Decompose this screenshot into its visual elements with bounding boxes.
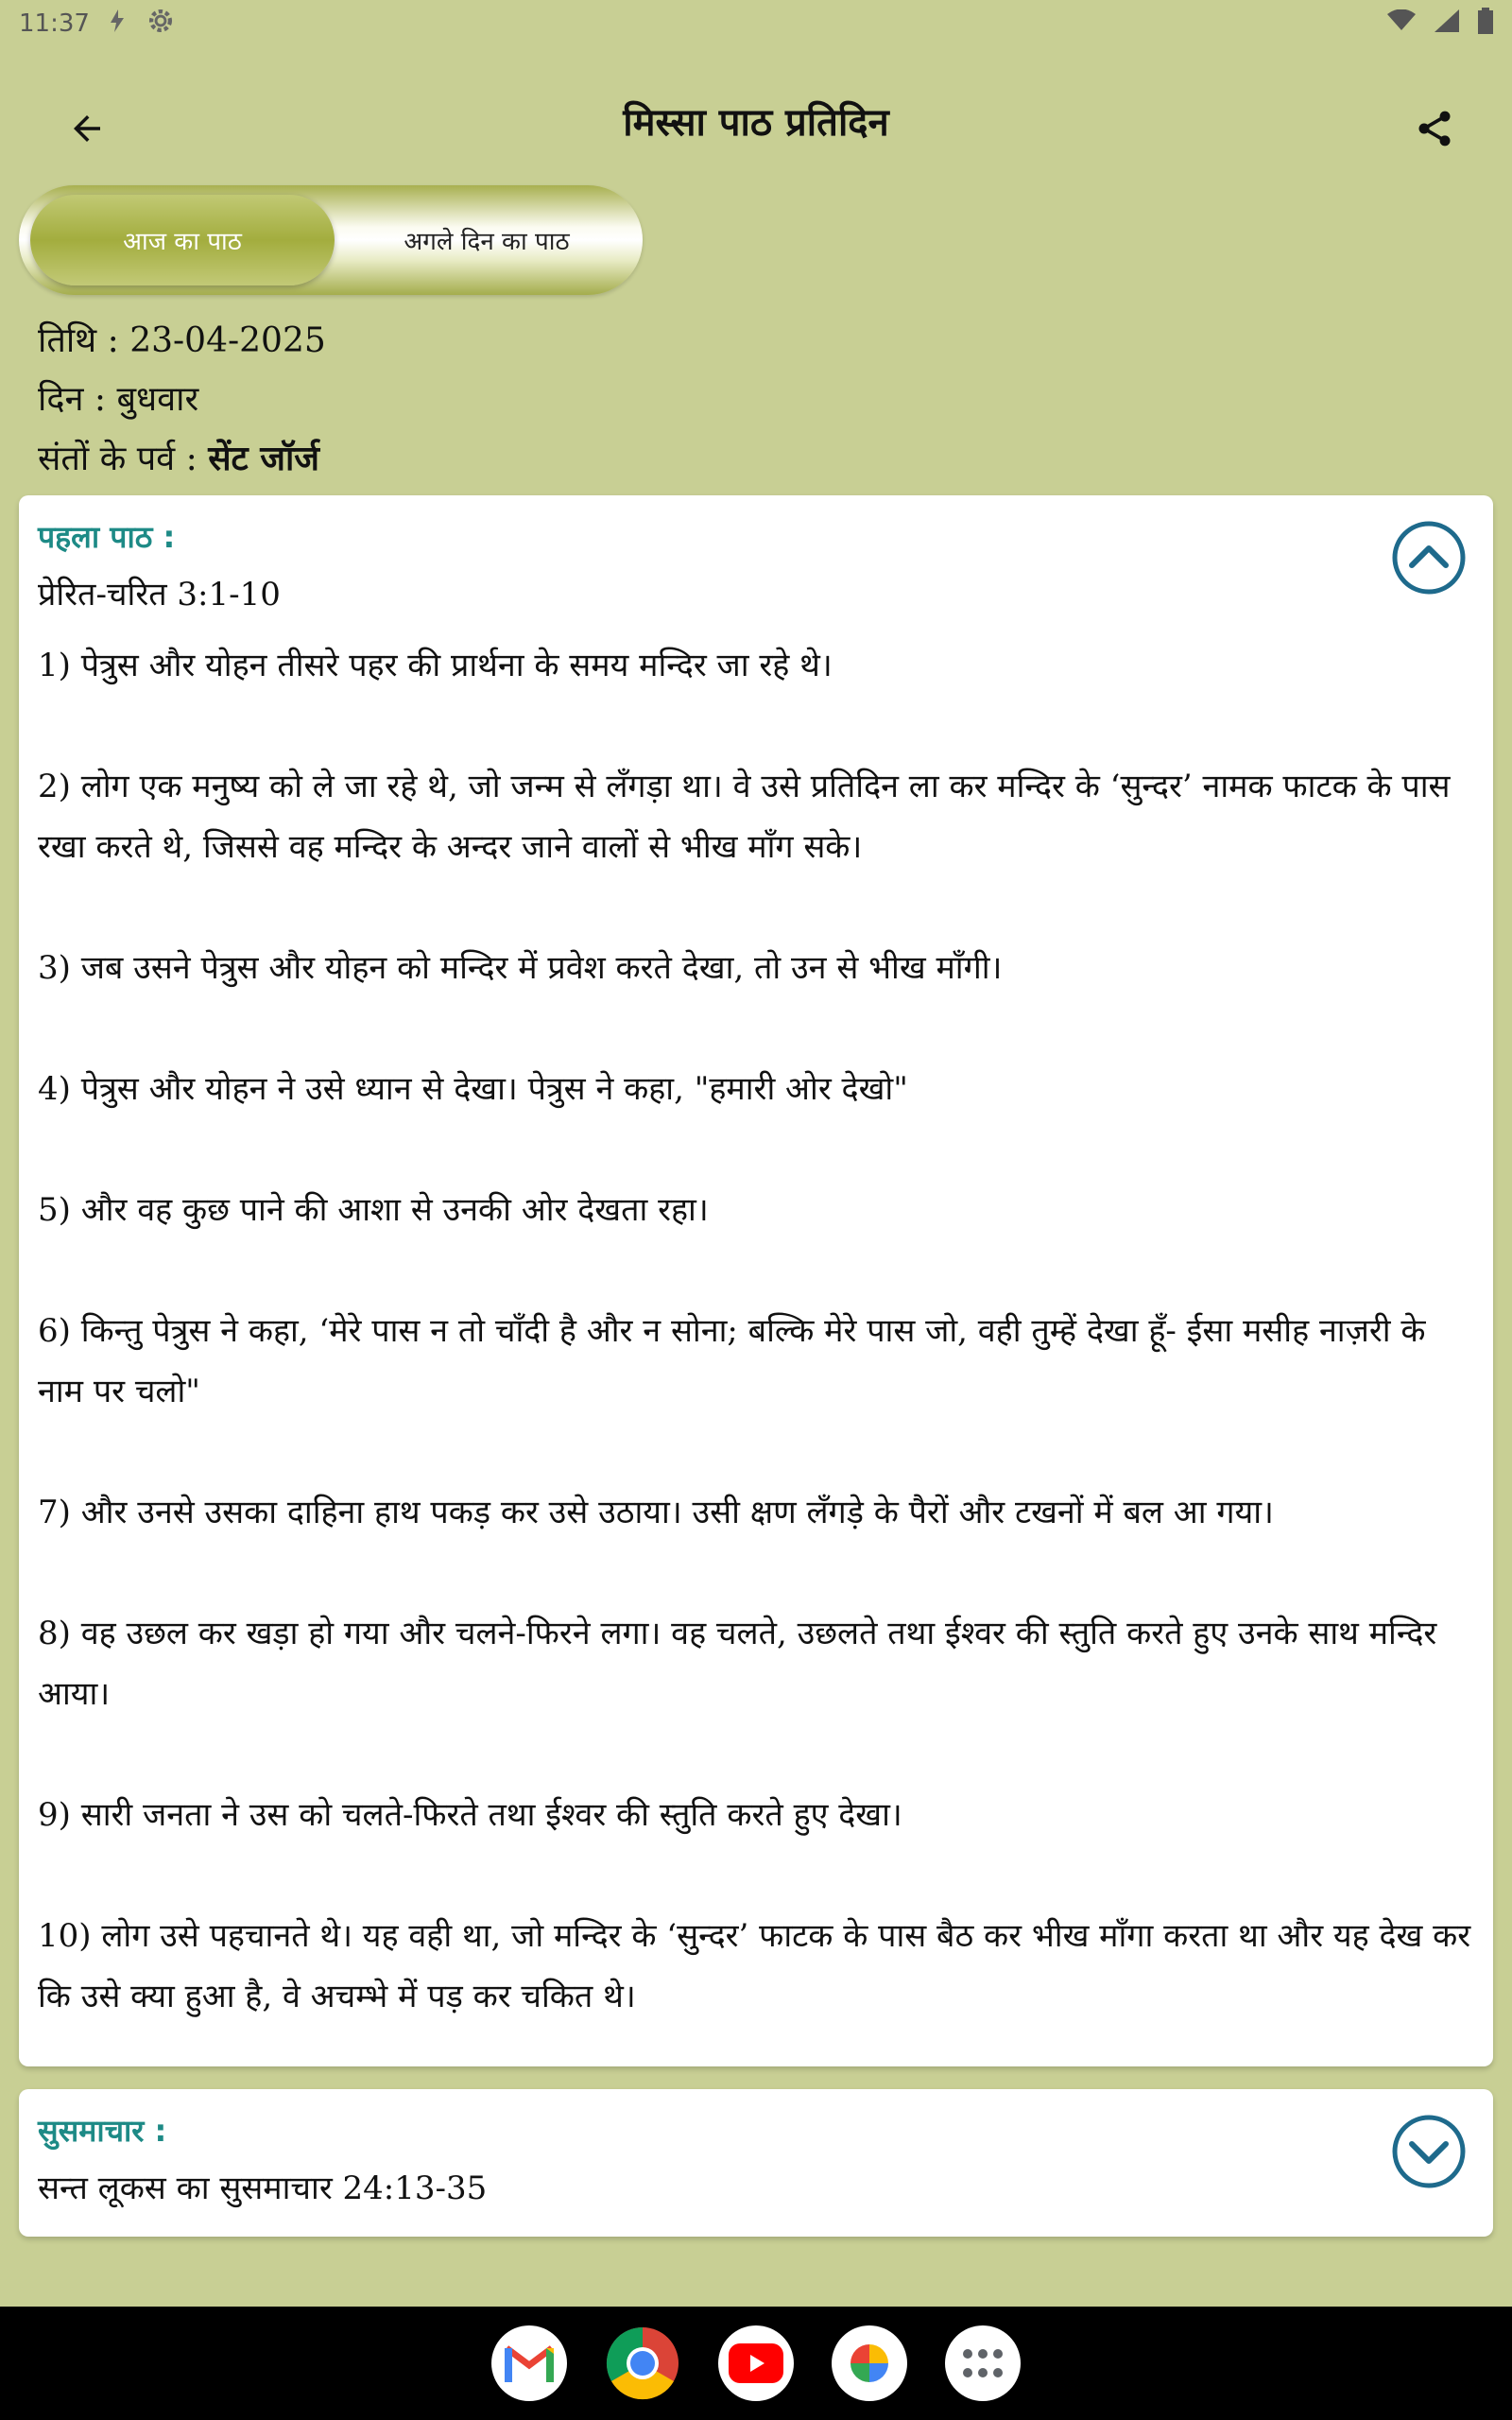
gmail-icon[interactable]	[491, 2325, 567, 2401]
verse-list	[38, 635, 1474, 2087]
signal-icon	[1435, 9, 1459, 39]
battery-icon	[1478, 8, 1493, 41]
bottom-dock	[0, 2307, 1512, 2420]
settings-icon	[145, 5, 177, 43]
photos-icon[interactable]	[832, 2325, 907, 2401]
verse: 1) पेत्रुस और योहन तीसरे पहर की प्रार्थना के समय मन्दिर जा रहे थे।	[38, 647, 833, 684]
collapse-button[interactable]	[1391, 520, 1467, 596]
first-reading-reference: प्रेरित-चरित 3:1-10	[38, 576, 281, 614]
day-row	[38, 371, 326, 429]
app-bar	[0, 66, 1512, 180]
tab-today[interactable]: आज का पाठ	[30, 195, 335, 285]
verse: 7) और उनसे उसका दाहिना हाथ पकड़ कर उसे उठाया। उसी क्षण लँगड़े के पैरों और टखनों में बल आ गया।	[38, 1494, 1274, 1531]
app-drawer-icon[interactable]	[945, 2325, 1021, 2401]
flash-icon	[109, 9, 126, 39]
share-icon	[1414, 108, 1455, 149]
feast-row	[38, 429, 326, 489]
gospel-card[interactable]	[19, 2089, 1493, 2237]
verse: 6) किन्तु पेत्रुस ने कहा, ‘मेरे पास न तो चाँदी है और न सोना; बल्कि मेरे पास जो, वही तुम्हें देखा हूँ- ईसा मसीह नाज़री के नाम पर चलो"	[38, 1312, 1426, 1410]
verse: 3) जब उसने पेत्रुस और योहन को मन्दिर में प्रवेश करते देखा, तो उन से भीख माँगी।	[38, 949, 1003, 987]
date-value: 23-04-2025	[129, 321, 326, 360]
day-label: दिन :	[38, 380, 106, 419]
wifi-icon	[1387, 9, 1416, 39]
date-info	[38, 312, 326, 489]
share-button[interactable]	[1406, 100, 1463, 157]
verse: 5) और वह कुछ पाने की आशा से उनकी ओर देखता रहा।	[38, 1191, 709, 1229]
gospel-label: सुसमाचार :	[38, 2113, 167, 2149]
chrome-icon[interactable]	[605, 2325, 680, 2401]
verse: 4) पेत्रुस और योहन ने उसे ध्यान से देखा। पेत्रुस ने कहा, "हमारी ओर देखो"	[38, 1070, 908, 1108]
verse: 2) लोग एक मनुष्य को ले जा रहे थे, जो जन्म से लँगड़ा था। वे उसे प्रतिदिन ला कर मन्दिर के ‘सुन्दर’ नामक फाटक के पास रखा करते थे, जिससे वह मन्दिर के अन्दर जाने वालों से भीख माँग सके।	[38, 768, 1451, 866]
verse: 8) वह उछल कर खड़ा हो गया और चलने-फिरने लगा। वह चलते, उछलते तथा ईश्वर की स्तुति करते हुए उनके साथ मन्दिर आया।	[38, 1615, 1437, 1713]
verse: 10) लोग उसे पहचानते थे। यह वही था, जो मन्दिर के ‘सुन्दर’ फाटक के पास बैठ कर भीख माँगा करता था और यह देख कर कि उसे क्या हुआ है, वे अचम्भे में पड़ कर चकित थे।	[38, 1917, 1471, 2015]
first-reading-card	[19, 495, 1493, 2066]
youtube-icon[interactable]	[718, 2325, 794, 2401]
tab-next-day[interactable]: अगले दिन का पाठ	[404, 228, 570, 256]
page-title: मिस्सा पाठ प्रतिदिन	[623, 101, 889, 145]
feast-value: सेंट जॉर्ज	[208, 439, 319, 478]
first-reading-label: पहला पाठ :	[38, 519, 176, 555]
expand-button[interactable]	[1391, 2114, 1467, 2189]
gospel-reference: सन्त लूकस का सुसमाचार 24:13-35	[38, 2169, 488, 2207]
date-row	[38, 312, 326, 371]
date-label: तिथि :	[38, 321, 119, 360]
status-time: 11:37	[19, 9, 90, 38]
feast-label: संतों के पर्व :	[38, 440, 198, 478]
chevron-down-icon	[1391, 2114, 1467, 2189]
day-value: बुधवार	[116, 380, 199, 419]
day-toggle	[19, 185, 643, 295]
status-bar	[0, 0, 1512, 47]
chevron-up-icon	[1391, 520, 1467, 596]
verse: 9) सारी जनता ने उस को चलते-फिरते तथा ईश्वर की स्तुति करते हुए देखा।	[38, 1796, 902, 1834]
